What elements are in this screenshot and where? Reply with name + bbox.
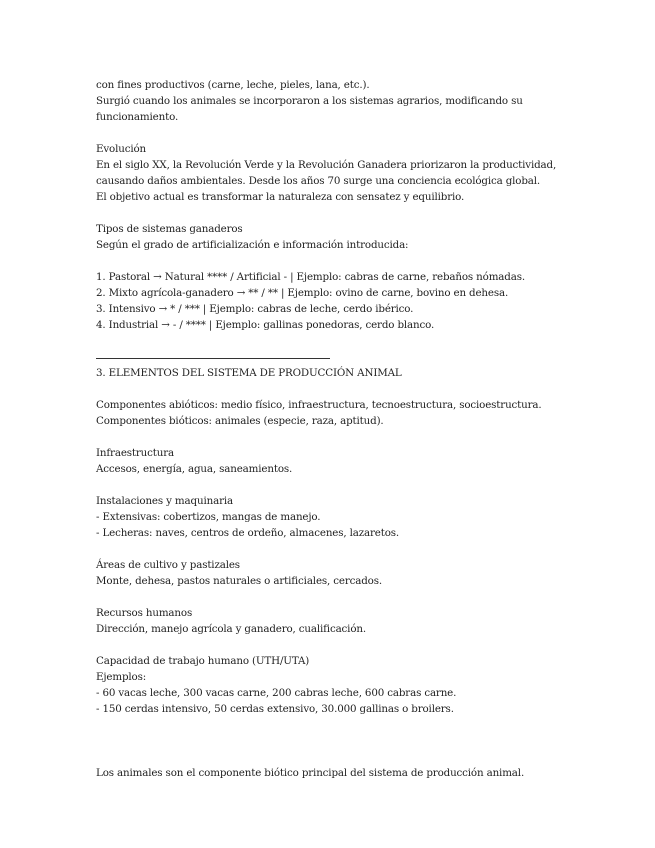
tipos-item-1: 1. Pastoral → Natural **** / Artificial - | Ejemplo: cabras de carne, rebaños nómadas. xyxy=(96,271,525,283)
tipos-subheading: Según el grado de artificialización e información introducida: xyxy=(96,239,409,251)
infraestructura-heading: Infraestructura xyxy=(96,447,174,459)
evolucion-heading: Evolución xyxy=(96,143,146,155)
instalaciones-heading: Instalaciones y maquinaria xyxy=(96,495,233,507)
spacer xyxy=(96,477,566,493)
evolucion-line-1: En el siglo XX, la Revolución Verde y la Revolución Ganadera priorizaron la productividad, xyxy=(96,159,557,171)
spacer xyxy=(96,589,566,605)
intro-line-2: Surgió cuando los animales se incorporaron a los sistemas agrarios, modificando su xyxy=(96,95,523,107)
spacer xyxy=(96,429,566,445)
instalaciones-line-1: - Extensivas: cobertizos, mangas de manejo. xyxy=(96,511,321,523)
capacidad-line-1: - 60 vacas leche, 300 vacas carne, 200 cabras leche, 600 cabras carne. xyxy=(96,687,457,699)
evolucion-line-3: El objetivo actual es transformar la naturaleza con sensatez y equilibrio. xyxy=(96,191,465,203)
tipos-heading: Tipos de sistemas ganaderos xyxy=(96,223,243,235)
spacer xyxy=(96,541,566,557)
componentes-bioticos: Componentes bióticos: animales (especie, raza, aptitud). xyxy=(96,415,384,427)
spacer xyxy=(96,253,566,269)
spacer xyxy=(96,125,566,141)
areas-text: Monte, dehesa, pastos naturales o artificiales, cercados. xyxy=(96,575,382,587)
recursos-text: Dirección, manejo agrícola y ganadero, cualificación. xyxy=(96,623,366,635)
capacidad-line-2: - 150 cerdas intensivo, 50 cerdas extensivo, 30.000 gallinas o broilers. xyxy=(96,703,454,715)
closing-statement: Los animales son el componente biótico principal del sistema de producción animal. xyxy=(96,767,525,779)
areas-heading: Áreas de cultivo y pastizales xyxy=(96,559,240,571)
spacer xyxy=(96,749,566,765)
capacidad-ejemplos-label: Ejemplos: xyxy=(96,671,147,683)
spacer xyxy=(96,717,566,749)
recursos-heading: Recursos humanos xyxy=(96,607,193,619)
intro-line-3: funcionamiento. xyxy=(96,111,179,123)
componentes-abioticos: Componentes abióticos: medio físico, infraestructura, tecnoestructura, socioestructura. xyxy=(96,399,542,411)
section-3-title: 3. ELEMENTOS DEL SISTEMA DE PRODUCCIÓN ANIMAL xyxy=(96,367,402,379)
spacer xyxy=(96,381,566,397)
tipos-item-3: 3. Intensivo → * / *** | Ejemplo: cabras de leche, cerdo ibérico. xyxy=(96,303,414,315)
evolucion-line-2: causando daños ambientales. Desde los años 70 surge una conciencia ecológica global. xyxy=(96,175,541,187)
document-page xyxy=(96,77,566,781)
infraestructura-text: Accesos, energía, agua, saneamientos. xyxy=(96,463,293,475)
intro-line-1: con fines productivos (carne, leche, pieles, lana, etc.). xyxy=(96,79,370,91)
tipos-item-4: 4. Industrial → - / **** | Ejemplo: gallinas ponedoras, cerdo blanco. xyxy=(96,319,435,331)
horizontal-divider xyxy=(96,349,566,365)
spacer xyxy=(96,205,566,221)
capacidad-heading: Capacidad de trabajo humano (UTH/UTA) xyxy=(96,655,310,667)
tipos-item-2: 2. Mixto agrícola-ganadero → ** / ** | Ejemplo: ovino de carne, bovino en dehesa. xyxy=(96,287,509,299)
instalaciones-line-2: - Lecheras: naves, centros de ordeño, almacenes, lazaretos. xyxy=(96,527,400,539)
spacer xyxy=(96,637,566,653)
spacer xyxy=(96,333,566,349)
